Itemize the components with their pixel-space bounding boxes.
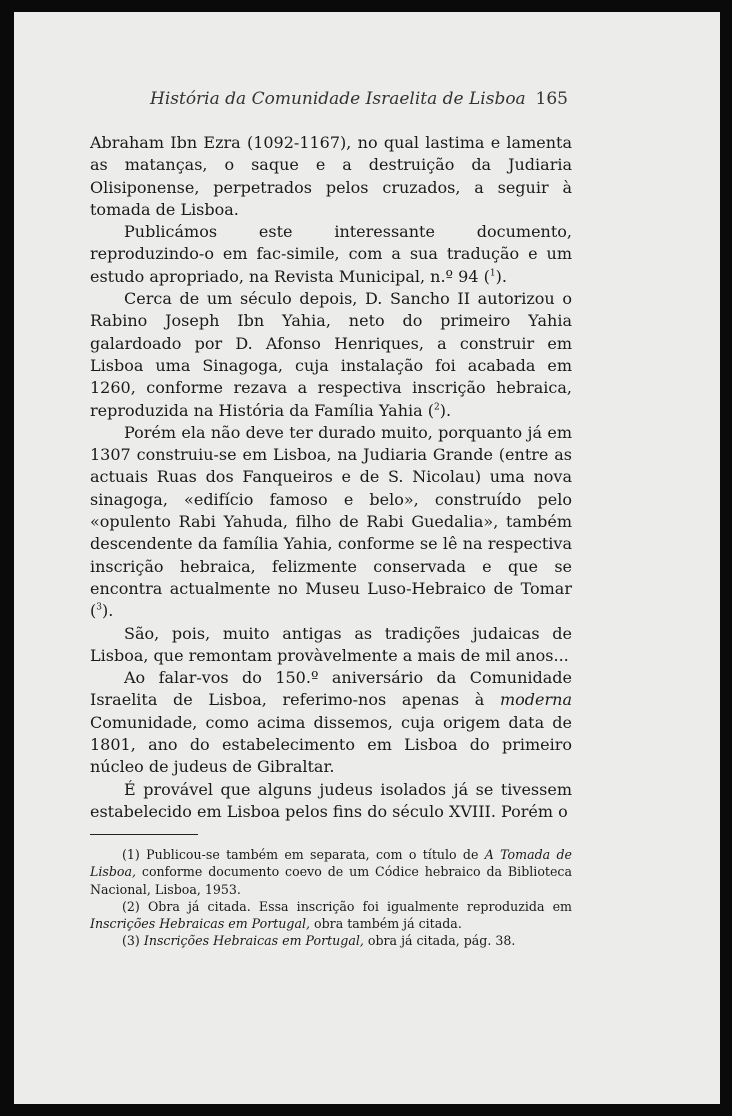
main-text <box>90 132 572 823</box>
paragraph: São, pois, muito antigas as tradições judaicas de Lisboa, que remontam provàvelmente a mais de mil anos... <box>90 623 572 665</box>
page-number: 165 <box>535 89 568 109</box>
footnote: (2) Obra já citada. Essa inscrição foi igualmente reproduzida em Inscrições Hebraicas em Portugal, obra também já citada. <box>90 898 572 932</box>
paragraph: Porém ela não deve ter durado muito, porquanto já em 1307 construiu-se em Lisboa, na Judiaria Grande (entre as actuais Ruas dos Fanqueiros e de S. Nicolau) uma nova sinagoga, «edifício famoso e belo», construído pelo «opulento Rabi Yahuda, filho de Rabi Guedalia», também descendente da família Yahia, conforme se lê na respectiva inscrição hebraica, felizmente conservada e que se encontra actualmente no Museu Luso-Hebraico de Tomar ($^3$). <box>90 422 572 621</box>
book-page <box>14 12 720 1104</box>
paragraph: Publicámos este interessante documento, reproduzindo-o em fac-simile, com a sua tradução e um estudo apropriado, na Revista Municipal, n.º 94 ($^1$). <box>90 222 572 286</box>
footnotes <box>90 846 572 950</box>
paragraph: Ao falar-vos do 150.º aniversário da Comunidade Israelita de Lisboa, referimo-nos apenas à moderna Comunidade, como acima dissemos, cuja origem data de 1801, ano do estabelecimento em Lisboa do primeiro núcleo de judeus de Gibraltar. <box>90 668 572 777</box>
footnote-ref: 2 <box>433 402 440 413</box>
footnote-divider <box>90 834 198 835</box>
running-header <box>90 89 572 113</box>
paragraph: Abraham Ibn Ezra (1092-1167), no qual lastima e lamenta as matanças, o saque e a destruição da Judiaria Olisiponense, perpetrados pelos cruzados, a seguir à tomada de Lisboa. <box>90 133 572 219</box>
footnote: (1) Publicou-se também em separata, com o título de A Tomada de Lisboa, conforme documento coevo de um Códice hebraico da Biblioteca Nacional, Lisboa, 1953. <box>90 847 572 897</box>
footnote: (3) Inscrições Hebraicas em Portugal, obra já citada, pág. 38. <box>122 933 516 949</box>
paragraph: É provável que alguns judeus isolados já se tivessem estabelecido em Lisboa pelos fins do século XVIII. Porém o <box>90 779 572 821</box>
footnote-ref: 3 <box>96 602 102 613</box>
paragraph: Cerca de um século depois, D. Sancho II autorizou o Rabino Joseph Ibn Yahia, neto do primeiro Yahia galardoado por D. Afonso Henriques, a construir em Lisboa uma Sinagoga, cuja instalação foi acabada em 1260, conforme rezava a respectiva inscrição hebraica, reproduzida na História da Família Yahia ($^2$). <box>90 289 572 420</box>
running-title: História da Comunidade Israelita de Lisboa <box>150 89 526 109</box>
footnote-ref: 1 <box>489 268 496 279</box>
